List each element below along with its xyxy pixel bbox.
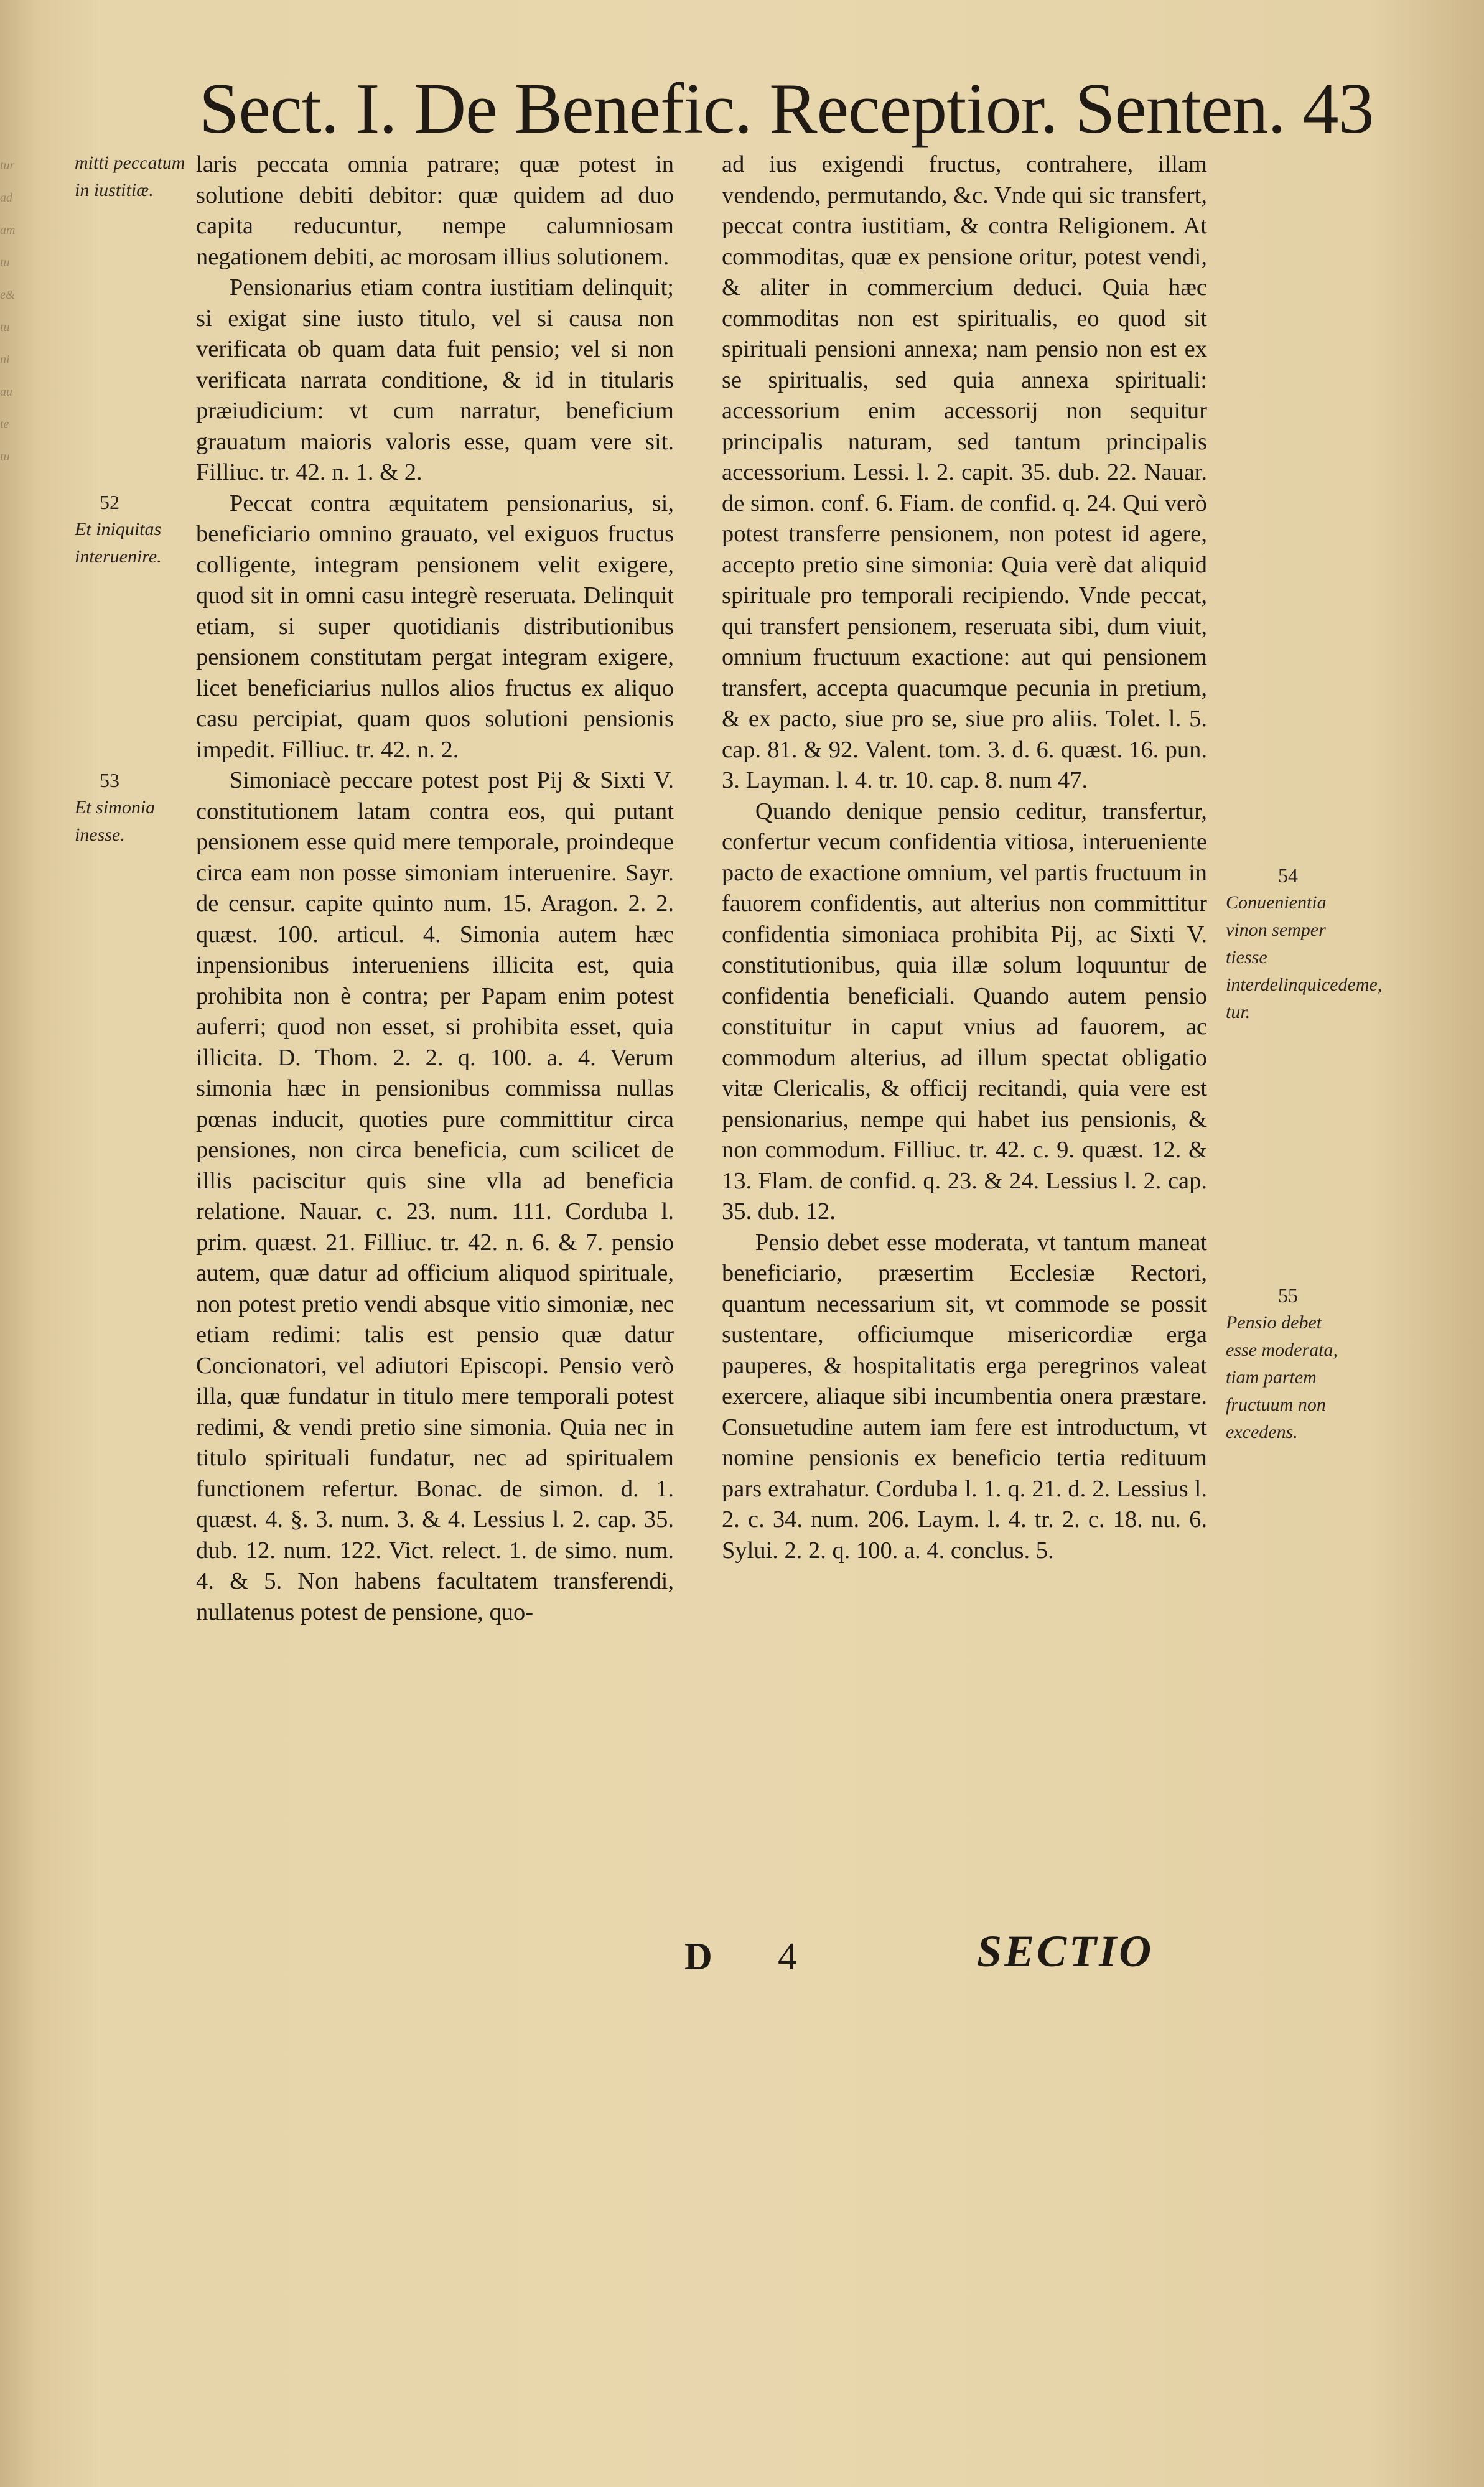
right-column [722, 149, 1207, 1566]
paragraph-number: 54 [1278, 864, 1298, 887]
paragraph: Peccat contra æquitatem pensionarius, si, beneficiario omnino grauato, vel exiguos fructus colligente, integram pensionem velit exigere, quod sit in omni casu integrè reseruata. Delinquit etiam, si super quotidianis distributionibus pensionem constitutam pergat integram exigere, licet beneficiarius nullos alios fructus ex aliquo casu percipiat, quam quos solutioni pensionis impedit. Filliuc. tr. 42. n. 2. [196, 490, 674, 763]
paragraph: Pensionarius etiam contra iustitiam delinquit; si exigat sine iusto titulo, vel si causa non verificata ob quam data fuit pensio; vel si non verificata narrata conditione, & id in titularis præiudicium: vt cum narratur, beneficium grauatum maioris valoris esse, quam vere sit. Filliuc. tr. 42. n. 1. & 2. [196, 274, 674, 485]
margin-note-left-1 [75, 149, 187, 204]
paragraph: laris peccata omnia patrare; quæ potest in solutione debiti debitor: quæ quidem ad duo capita reducuntur, nempe calumniosam negationem debiti, ac morosam illius solutionem. [196, 151, 674, 270]
signature-mark: D [684, 1936, 712, 1978]
margin-note-text: Et simonia inesse. [75, 797, 156, 845]
paragraph-number: 52 [100, 491, 119, 513]
paragraph: Pensio debet esse moderata, vt tantum maneat beneficiario, præsertim Ecclesiæ Rectori, quantum necessarium sit, vt commode se possit sustentare, officiumque misericordiæ erga pauperes, & hospitalitatis erga peregrinos valeat exercere, aliaque sibi incumbentia onera præstare. Consuetudine autem iam fere est introductum, vt nomine pensionis ex beneficio tertia redituum pars extrahatur. Corduba l. 1. q. 21. d. 2. Lessius l. 2. c. 34. num. 206. Laym. l. 4. tr. 2. c. 18. nu. 6. Sylui. 2. 2. q. 100. a. 4. conclus. 5. [722, 1229, 1207, 1564]
margin-note-text: Conuenientia vinon semper tiesse interdelinquicedeme, tur. [1226, 892, 1383, 1022]
paragraph-number: 53 [100, 769, 119, 791]
margin-note-left-52 [75, 488, 187, 571]
signature-number: 4 [778, 1936, 797, 1978]
paragraph-number: 55 [1278, 1284, 1298, 1307]
facing-page-bleed: tur ad am tu e& tu ni au te tu [0, 159, 16, 464]
margin-note-right-55 [1226, 1282, 1350, 1446]
left-column [196, 149, 674, 1628]
paragraph: Simoniacè peccare potest post Pij & Sixti V. constitutionem latam contra eos, qui putant pensionem esse quid mere temporale, proindeque circa eam non posse simoniam interuenire. Sayr. de censur. capite quinto num. 15. Aragon. 2. 2. quæst. 100. articul. 4. Simonia autem hæc inpensionibus interueniens illicita est, quia prohibita non è contra; per Papam enim potest auferri; quod non esset, si prohibita esset, quia illicita. D. Thom. 2. 2. q. 100. a. 4. Verum simonia hæc in pensionibus commissa nullas pœnas inducit, quoties pure committitur circa pensiones, non circa beneficia, cum scilicet de illis paciscitur quis sine vlla ad beneficia relatione. Nauar. c. 23. num. 111. Corduba l. prim. quæst. 21. Filliuc. tr. 42. n. 6. & 7. pensio autem, quæ datur ad officium aliquod spirituale, non potest pretio vendi absque vitio simoniæ, nec etiam redimi: talis est pensio quæ datur Concionatori, vel adiutori Episcopi. Pensio verò illa, quæ fundatur in titulo mere temporali potest redimi, & vendi pretio sine simonia. Quia nec in titulo spirituali fundatur, nec ad spiritualem functionem refertur. Bonac. de simon. d. 1. quæst. 4. §. 3. num. 3. & 4. Lessius l. 2. cap. 35. dub. 12. num. 122. Vict. relect. 1. de simo. num. 4. & 5. Non habens facultatem transferendi, nullatenus potest de pensione, quo- [196, 767, 674, 1625]
margin-note-right-54 [1226, 862, 1383, 1026]
margin-note-text: mitti peccatum in iustitiæ. [75, 152, 185, 200]
paragraph: ad ius exigendi fructus, contrahere, illam vendendo, permutando, &c. Vnde qui sic transfert, peccat contra iustitiam, & contra Religionem. At commoditas, quæ ex pensione oritur, potest vendi, & aliter in commercium deduci. Quia hæc commoditas non est spiritualis, eo quod sit spirituali pensioni annexa; nam pensio non est ex se spiritualis, sed quia annexa spirituali: accessorium enim accessorij non sequitur principalis naturam, sed tantum principalis accessorium. Lessi. l. 2. capit. 35. dub. 22. Nauar. de simon. conf. 6. Fiam. de confid. q. 24. Qui verò potest transferre pensionem, non potest id agere, accepto pretio sine simonia: Quia verè dat aliquid spirituale pro temporali recipiendo. Vnde peccat, qui transfert pensionem, reseruata sibi, dum viuit, omnium fructuum exactione: aut qui pensionem transfert, accepta quacumque pecunia in pretium, & ex pacto, siue pro se, siue pro aliis. Tolet. l. 5. cap. 81. & 92. Valent. tom. 3. d. 6. quæst. 16. pun. 3. Layman. l. 4. tr. 10. cap. 8. num 47. [722, 151, 1207, 793]
running-header: Sect. I. De Benefic. Receptior. Senten. 43 [199, 69, 1374, 149]
catchword: SECTIO [977, 1926, 1154, 1976]
margin-note-text: Pensio debet esse moderata, tiam partem fructuum non excedens. [1226, 1312, 1338, 1442]
margin-note-left-53 [75, 767, 187, 849]
margin-note-text: Et iniquitas interuenire. [75, 519, 162, 567]
paragraph: Quando denique pensio ceditur, transfertur, confertur vecum confidentia vitiosa, interueniente pacto de exactione omnium, vel partis fructuum in fauorem confidentis, aut alterius non committitur confidentia simoniaca prohibita Pij, ac Sixti V. constitutionibus, quia illæ solum loquuntur de confidentia beneficiali. Quando autem pensio constituitur in caput vnius ad fauorem, ac commodum alterius, ad illum spectat obligatio vitæ Clericalis, & officij recitandi, quia vere est pensionarius, nempe qui habet ius pensionis, & non commodum. Filliuc. tr. 42. c. 9. quæst. 12. & 13. Flam. de confid. q. 23. & 24. Lessius l. 2. cap. 35. dub. 12. [722, 798, 1207, 1225]
